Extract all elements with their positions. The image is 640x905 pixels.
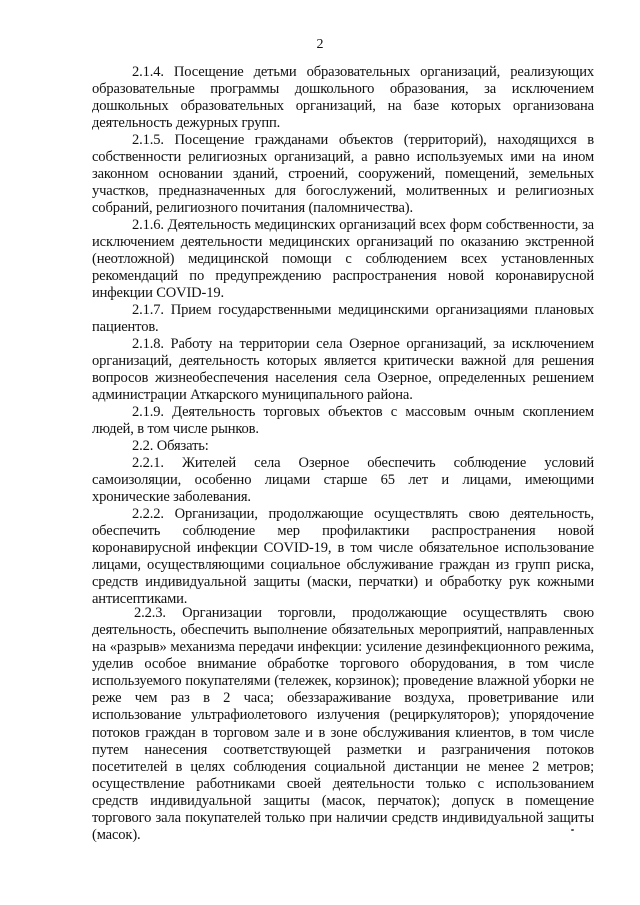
paragraph-2-2-2: 2.2.2. Организации, продолжающие осуществлять свою деятельность, обеспечить соблюдение мер профилактики распространения новой коронавирусной инфекции COVID-19, в том числе обязательное использование лицами, осуществляющими социальное обслуживание граждан из групп риска, средств индивидуальной защиты (маски, перчатки) и обработку рук кожными антисептиками. xyxy=(92,506,594,608)
paragraph-2-2-3: 2.2.3. Организации торговли, продолжающие осуществлять свою деятельность, обеспечить выполнение обязательных мероприятий, направленных на «разрыв» механизма передачи инфекции: усиление дезинфекционного режима, уделив особое внимание обработке торгового оборудования, в том числе используемого покупателями (тележек, корзинок); проведение влажной уборки не реже чем раз в 2 часа; обеззараживание воздуха, проветривание или использование ультрафиолетового излучения (рециркуляторов); упорядочение потоков граждан в торговом зале и в зоне обслуживания клиентов, в том числе путем нанесения соответствующей разметки и разграничения потоков посетителей в целях соблюдения социальной дистанции не менее 2 метров; осуществление работниками своей деятельности только с использованием средств индивидуальной защиты (масок, перчаток); допуск в помещение торгового зала покупателей только при наличии средств индивидуальной защиты (масок). xyxy=(92,605,594,844)
scan-speck xyxy=(571,829,574,831)
paragraph-2-1-8: 2.1.8. Работу на территории села Озерное организаций, за исключением организаций, деятельность которых является критически важной для решения вопросов жизнеобеспечения населения села Озерное, определенных решением администрации Аткарского муниципального района. xyxy=(92,336,594,404)
paragraph-2-2-1: 2.2.1. Жителей села Озерное обеспечить соблюдение условий самоизоляции, особенно лицами старше 65 лет и лицами, имеющими хронические заболевания. xyxy=(92,455,594,506)
paragraph-2-2: 2.2. Обязать: xyxy=(132,438,209,454)
paragraph-2-1-6: 2.1.6. Деятельность медицинских организаций всех форм собственности, за исключением деятельности медицинских организаций по оказанию экстренной (неотложной) медицинской помощи с соблюдением всех установленных рекомендаций по предупреждению распространения новой коронавирусной инфекции COVID-19. xyxy=(92,217,594,302)
paragraph-2-1-9: 2.1.9. Деятельность торговых объектов с массовым очным скоплением людей, в том числе рынков. xyxy=(92,404,594,438)
paragraph-2-1-5: 2.1.5. Посещение гражданами объектов (территорий), находящихся в собственности религиозных организаций, а равно используемых ими на ином законном основании зданий, строений, сооружений, помещений, земельных участков, предназначенных для богослужений, молитвенных и религиозных собраний, религиозного почитания (паломничества). xyxy=(92,132,594,217)
page-number: 2 xyxy=(316,37,324,52)
paragraph-2-1-7: 2.1.7. Прием государственными медицинскими организациями плановых пациентов. xyxy=(92,302,594,336)
paragraph-2-1-4: 2.1.4. Посещение детьми образовательных организаций, реализующих образовательные программы дошкольного образования, за исключением дошкольных образовательных организаций, на базе которых организована деятельность дежурных групп. xyxy=(92,64,594,132)
